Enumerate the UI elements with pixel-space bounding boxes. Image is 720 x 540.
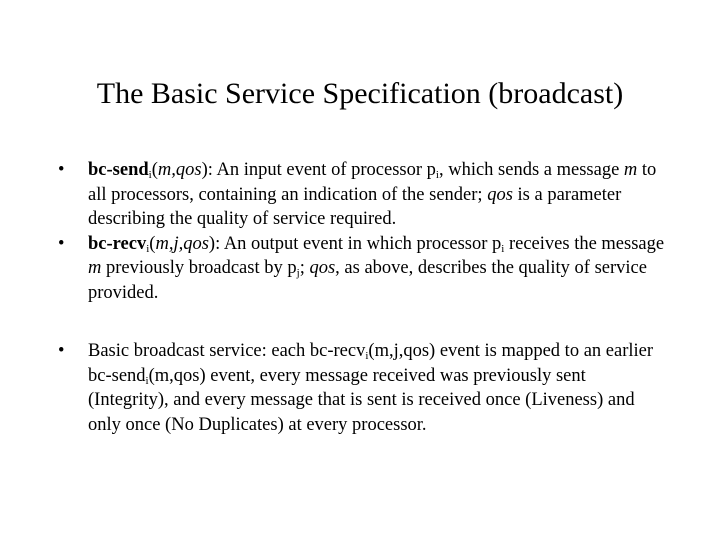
op-subscript: i xyxy=(148,169,152,181)
bullet-marker: • xyxy=(58,233,65,254)
op-name: bc-send xyxy=(88,160,149,180)
op-args: m,qos xyxy=(157,160,202,180)
bullet-text: bc-recv$_i$(m,j,qos): An output event in which processor $p_i$ receives the message m previously broadcast by $p_j$; qos, as above, describes the quality of service provided. xyxy=(88,233,665,303)
bullet-basic-broadcast xyxy=(58,339,668,437)
bullet-marker: • xyxy=(58,160,65,180)
bullet-text: bc-send$_i$(m,qos): An input event of processor $p_i$, which sends a message m to all processors, containing an indication of the sender; qos is a parameter describing the quality of service required. xyxy=(88,160,657,229)
op-args: m,j,qos xyxy=(155,233,209,254)
bullet-marker: • xyxy=(58,341,65,361)
bullet-bc-recv xyxy=(58,232,668,306)
bullet-text: Basic broadcast service: each bc-recv$_i$(m,j,qos) event is mapped to an earlier bc-send$_i$(m,qos) event, every message received was previously sent (Integrity), and every message that is sent is received once (Liveness) and only once (No Duplicates) at every processor. xyxy=(88,341,654,435)
bullet-bc-send xyxy=(58,158,668,232)
op-name: bc-recv xyxy=(88,233,147,254)
slide-title: The Basic Service Specification (broadcast) xyxy=(96,77,624,110)
bullet-list xyxy=(58,158,668,437)
op-subscript: i xyxy=(146,242,150,255)
